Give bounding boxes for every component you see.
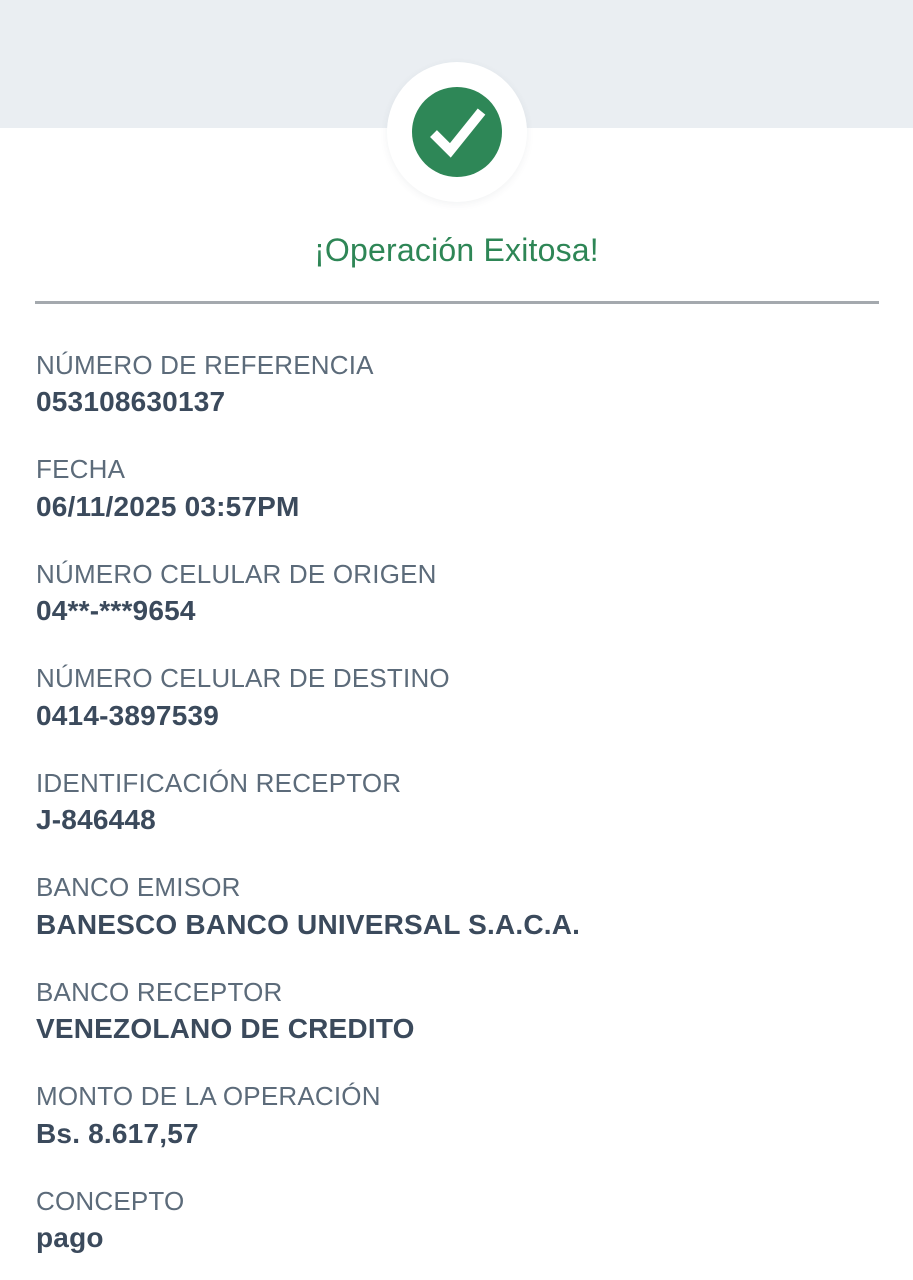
success-badge <box>387 62 527 202</box>
field-value: pago <box>36 1222 104 1254</box>
field-issuing-bank <box>36 871 877 942</box>
check-icon <box>412 87 502 177</box>
field-label: FECHA <box>36 454 126 485</box>
field-operation-amount <box>36 1080 877 1151</box>
field-receiving-bank <box>36 976 877 1047</box>
field-label: CONCEPTO <box>36 1185 185 1216</box>
field-origin-phone <box>36 558 877 629</box>
field-label: BANCO EMISOR <box>36 872 241 903</box>
field-value: BANESCO BANCO UNIVERSAL S.A.C.A. <box>36 908 581 940</box>
field-value: 06/11/2025 03:57PM <box>36 490 300 522</box>
field-label: NÚMERO CELULAR DE DESTINO <box>36 663 450 694</box>
success-title: ¡Operación Exitosa! <box>314 232 599 268</box>
header-band <box>0 0 913 128</box>
field-destination-phone <box>36 662 877 733</box>
field-value: 04**-***9654 <box>36 595 196 627</box>
field-value: 053108630137 <box>36 386 226 418</box>
field-value: 0414-3897539 <box>36 699 220 731</box>
field-value: J-846448 <box>36 804 156 836</box>
field-value: Bs. 8.617,57 <box>36 1117 199 1149</box>
field-value: VENEZOLANO DE CREDITO <box>36 1013 415 1045</box>
field-label: BANCO RECEPTOR <box>36 976 283 1007</box>
receipt-fields <box>0 304 913 1256</box>
field-reference-number <box>36 349 877 420</box>
field-label: NÚMERO DE REFERENCIA <box>36 349 374 380</box>
field-label: NÚMERO CELULAR DE ORIGEN <box>36 558 437 589</box>
field-date <box>36 453 877 524</box>
field-label: IDENTIFICACIÓN RECEPTOR <box>36 767 402 798</box>
field-label: MONTO DE LA OPERACIÓN <box>36 1081 381 1112</box>
field-receiver-id <box>36 767 877 838</box>
field-concept <box>36 1185 877 1256</box>
